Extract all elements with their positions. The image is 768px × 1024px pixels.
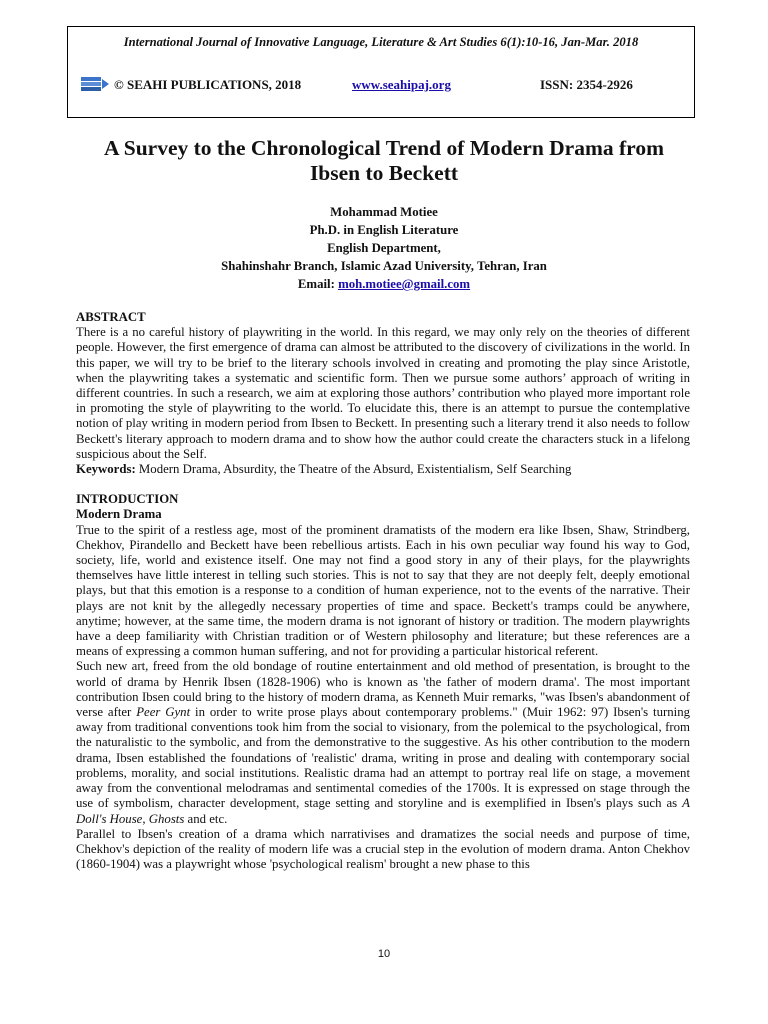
- website-link[interactable]: www.seahipaj.org: [352, 77, 451, 92]
- keywords-line: [76, 462, 690, 477]
- peer-gynt-title: Peer Gynt: [136, 705, 191, 720]
- author-department: English Department,: [327, 241, 441, 255]
- abstract-heading: ABSTRACT: [76, 310, 146, 324]
- email-link[interactable]: moh.motiee@gmail.com: [338, 277, 471, 291]
- email-label: Email:: [297, 277, 335, 291]
- journal-header-box: [67, 26, 695, 118]
- publisher-row: [80, 77, 682, 95]
- paper-body: [76, 310, 690, 872]
- journal-citation: International Journal of Innovative Language, Literature & Art Studies 6(1):10-16, Jan-Mar. 2018: [123, 35, 639, 49]
- book-stack-icon: [80, 74, 110, 98]
- author-block: [60, 203, 708, 293]
- intro-paragraph-3: Parallel to Ibsen's creation of a drama which narrativises and dramatizes the social needs and purpose of time, Chekhov's depiction of the reality of modern life was a crucial step in the evolution of modern drama. Anton Chekhov (1860-1904) was a playwright whose 'psychological realism' brought a new phase to this: [76, 826, 690, 872]
- abstract-text: There is a no careful history of playwriting in the world. In this regard, we may only rely on the theories of different people. However, the first emergence of drama can almost be attributed to the discovery of civilizations in the world. In this paper, we will try to be brief to the literary schools involved in creating and promoting the play since Aristotle, when the playwriting takes a systematic and scientific form. Then we pursue some authors’ approach of writing in different countries. In such a research, we aim at exploring those authors’ contribution who played more important role in promoting the style of playwriting to the world. To elucidate this, there is an attempt to pursue the contemplative notion of play writing in modern period from Ibsen to Beckett. In presenting such a literary trend it also needs to follow Beckett's literary approach to modern drama and to show how the author could create the characters stuck in a lifelong suspicious about the Self.: [76, 325, 690, 461]
- author-email-line: [60, 275, 708, 293]
- intro-paragraph-1: True to the spirit of a restless age, most of the prominent dramatists of the modern era like Ibsen, Shaw, Strindberg, Chekhov, Pirandello and Beckett have been rebellious artists. Each in his own peculiar way found his way to God, society, life, world and existence itself. One may not find a good story in any of their plays, for the playwrights themselves have little interest in telling such stories. This is not to say that they are not deeply felt, deeply emotional plays, but that this emotion is a response to a condition of human experience, not to the events of the narrative. Their plays are not knit by the allegedly necessary properties of time and space. Beckett's tramps could be anywhere, anytime; however, at the same time, the modern drama is not ignorant of history or tradition. The modern playwrights have a deep familiarity with Christian tradition or of Western philosophy and literature; but these references are a means of expressing a common human suffering, and not for providing a particular historical referent.: [76, 522, 690, 659]
- modern-drama-subheading: Modern Drama: [76, 507, 162, 522]
- keywords-text: Modern Drama, Absurdity, the Theatre of the Absurd, Existentialism, Self Searching: [138, 462, 572, 477]
- author-degree: Ph.D. in English Literature: [309, 223, 459, 237]
- publisher-name: © SEAHI PUBLICATIONS, 2018: [114, 77, 302, 92]
- author-affiliation: Shahinshahr Branch, Islamic Azad University, Tehran, Iran: [221, 259, 547, 273]
- author-name: Mohammad Motiee: [330, 205, 438, 219]
- paper-title: [60, 136, 708, 186]
- title-line-2: Ibsen to Beckett: [309, 161, 459, 185]
- ghosts-title: Ghosts: [148, 811, 185, 826]
- introduction-heading: INTRODUCTION: [76, 492, 179, 507]
- page-number: 10: [377, 948, 391, 960]
- issn-label: ISSN: 2354-2926: [540, 77, 633, 92]
- title-line-1: A Survey to the Chronological Trend of Modern Drama from: [104, 136, 664, 160]
- keywords-label: Keywords:: [76, 462, 136, 477]
- intro-paragraph-2: Such new art, freed from the old bondage of routine entertainment and old method of presentation, is brought to the world of drama by Henrik Ibsen (1828-1906) who is known as 'the father of modern drama'. The most important contribution Ibsen could bring to the history of modern drama, as Kenneth Muir remarks, "was Ibsen's abandonment of verse after Peer Gynt in order to write prose plays about contemporary problems." (Muir 1962: 97) Ibsen's turning away from traditional conventions took him from the social to visionary, from the polemical to the psychological, from the naturalistic to the symbolic, and from the demonstrative to the suggestive. As his other contribution to the modern drama, Ibsen established the foundations of 'realistic' drama, writing in prose and dealing with contemporary social problems, morality, and social institutions. Realistic drama had an attempt to portray real life on stage, a movement away from the conventional melodramas and sentimental comedies of the 1700s. It is expressed on stage through the use of symbolism, character development, stage setting and storyline and is exemplified in Ibsen's plays such as A Doll's House, Ghosts and etc.: [76, 659, 691, 826]
- dolls-house-title: A Doll's House: [76, 796, 690, 826]
